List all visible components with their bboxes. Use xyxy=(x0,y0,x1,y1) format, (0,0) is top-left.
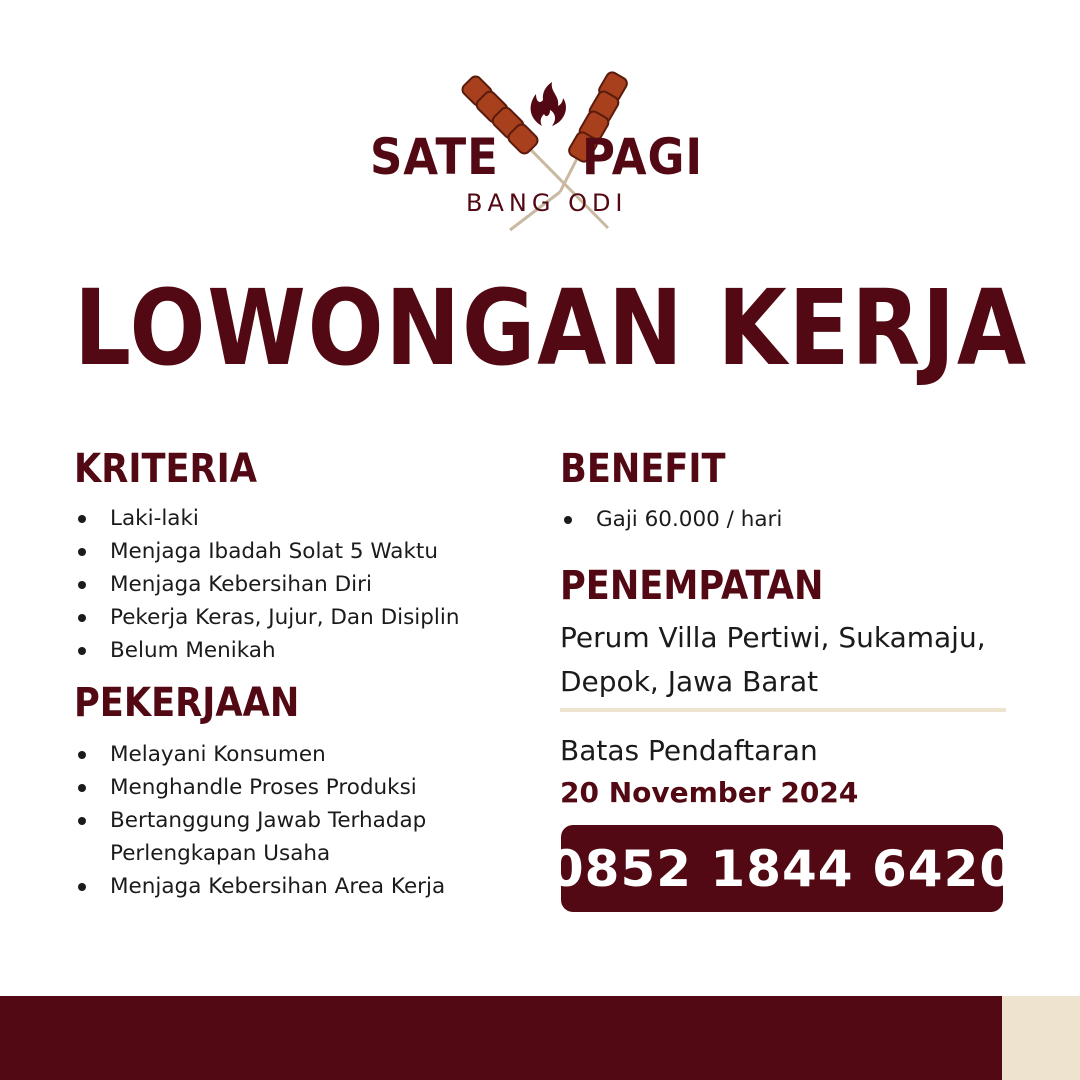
footer-bar xyxy=(0,996,1002,1080)
list-item-line: Menjaga Kebersihan Area Kerja xyxy=(110,874,446,899)
list-item-line: Melayani Konsumen xyxy=(110,742,326,767)
list-item xyxy=(74,771,445,804)
list-item: Pekerja Keras, Jujur, Dan Disiplin xyxy=(74,601,460,634)
list-item: Laki-laki xyxy=(74,502,460,535)
deadline-date: 20 November 2024 xyxy=(560,776,859,809)
list-item: Menjaga Ibadah Solat 5 Waktu xyxy=(74,535,460,568)
list-item-line: Menghandle Proses Produksi xyxy=(110,775,417,800)
benefit-heading: BENEFIT xyxy=(560,446,726,492)
divider xyxy=(560,708,1006,712)
brand-name-right: PAGI xyxy=(582,128,703,186)
phone-number-box xyxy=(548,825,1016,912)
location-line: Perum Villa Pertiwi, Sukamaju, xyxy=(560,621,986,654)
phone-number: 0852 1844 6420 xyxy=(548,839,1016,898)
list-item xyxy=(74,804,445,870)
benefit-list xyxy=(560,503,782,536)
list-item: Menjaga Kebersihan Diri xyxy=(74,568,460,601)
brand-name-left: SATE xyxy=(370,128,499,186)
location-line: Depok, Jawa Barat xyxy=(560,665,819,698)
kriteria-heading: KRITERIA xyxy=(74,446,257,492)
list-item xyxy=(74,738,445,771)
list-item-line: Bertanggung Jawab Terhadap xyxy=(110,808,427,833)
list-item: Belum Menikah xyxy=(74,634,460,667)
brand-subtitle: BANG ODI xyxy=(466,189,628,217)
page-headline: LOWONGAN KERJA xyxy=(74,267,1028,389)
kriteria-list xyxy=(74,502,460,667)
footer-accent xyxy=(1002,996,1080,1080)
location-text xyxy=(560,616,986,704)
pekerjaan-heading: PEKERJAAN xyxy=(74,680,300,726)
list-item: Gaji 60.000 / hari xyxy=(560,503,782,536)
deadline-label: Batas Pendaftaran xyxy=(560,734,818,767)
list-item-line: Perlengkapan Usaha xyxy=(110,841,331,866)
pekerjaan-list xyxy=(74,738,445,903)
penempatan-heading: PENEMPATAN xyxy=(560,563,824,609)
list-item xyxy=(74,870,445,903)
